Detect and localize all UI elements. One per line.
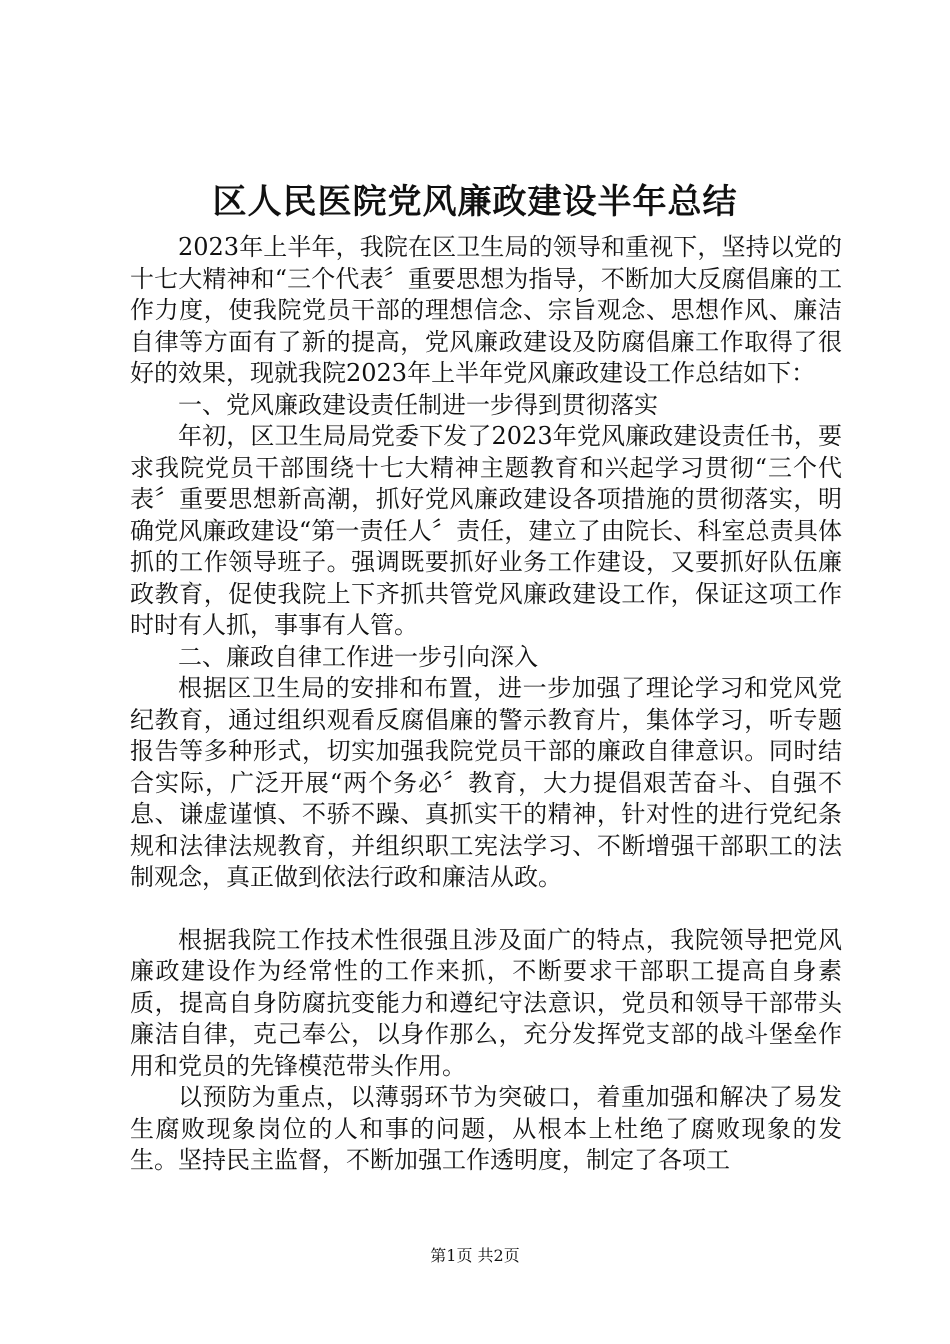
paragraph-prevention: 以预防为重点，以薄弱环节为突破口，着重加强和解决了易发生腐败现象岗位的人和事的问题，从根本上杜绝了腐败现象的发生。坚持民主监督，不断加强工作透明度，制定了各项工 [130,1083,842,1174]
paragraph-responsibility: 年初，区卫生局局党委下发了2023年党风廉政建设责任书，要求我院党员干部围绕十七大精神主题教育和兴起学习贯彻“三个代表〞重要思想新高潮，抓好党风廉政建设各项措施的贯彻落实，明确党风廉政建设“第一责任人〞责任，建立了由院长、科室总责具体抓的工作领导班子。强调既要抓好业务工作建设，又要抓好队伍廉政教育，促使我院上下齐抓共管党风廉政建设工作，保证这项工作时时有人抓，事事有人管。 [130,422,842,639]
section-heading-2: 二、廉政自律工作进一步引向深入 [178,642,538,671]
document-title: 区人民医院党风廉政建设半年总结 [212,182,738,222]
paragraph-self-discipline: 根据区卫生局的安排和布置，进一步加强了理论学习和党风党纪教育，通过组织观看反腐倡廉的警示教育片，集体学习，听专题报告等多种形式，切实加强我院党员干部的廉政自律意识。同时结合实际，广泛开展“两个务必〞教育，大力提倡艰苦奋斗、自强不息、谦虚谨慎、不骄不躁、真抓实干的精神，针对性的进行党纪条规和法律法规教育，并组织职工宪法学习、不断增强干部职工的法制观念，真正做到依法行政和廉洁从政。 [130,674,842,891]
paragraph-intro: 2023年上半年，我院在区卫生局的领导和重视下，坚持以党的十七大精神和“三个代表〞重要思想为指导，不断加大反腐倡廉的工作力度，使我院党员干部的理想信念、宗旨观念、思想作风、廉洁自律等方面有了新的提高，党风廉政建设及防腐倡廉工作取得了很好的效果，现就我院2023年上半年党风廉政建设工作总结如下： [130,233,842,387]
page-indicator: 第1页 共2页 [430,1246,520,1265]
section-heading-1: 一、党风廉政建设责任制进一步得到贯彻落实 [178,390,658,419]
document-body [130,232,842,1177]
paragraph-leadership: 根据我院工作技术性很强且涉及面广的特点，我院领导把党风廉政建设作为经常性的工作来抓，不断要求干部职工提高自身素质，提高自身防腐抗变能力和遵纪守法意识，党员和领导干部带头廉洁自律，克己奉公，以身作那么，充分发挥党支部的战斗堡垒作用和党员的先锋模范带头作用。 [130,925,842,1080]
